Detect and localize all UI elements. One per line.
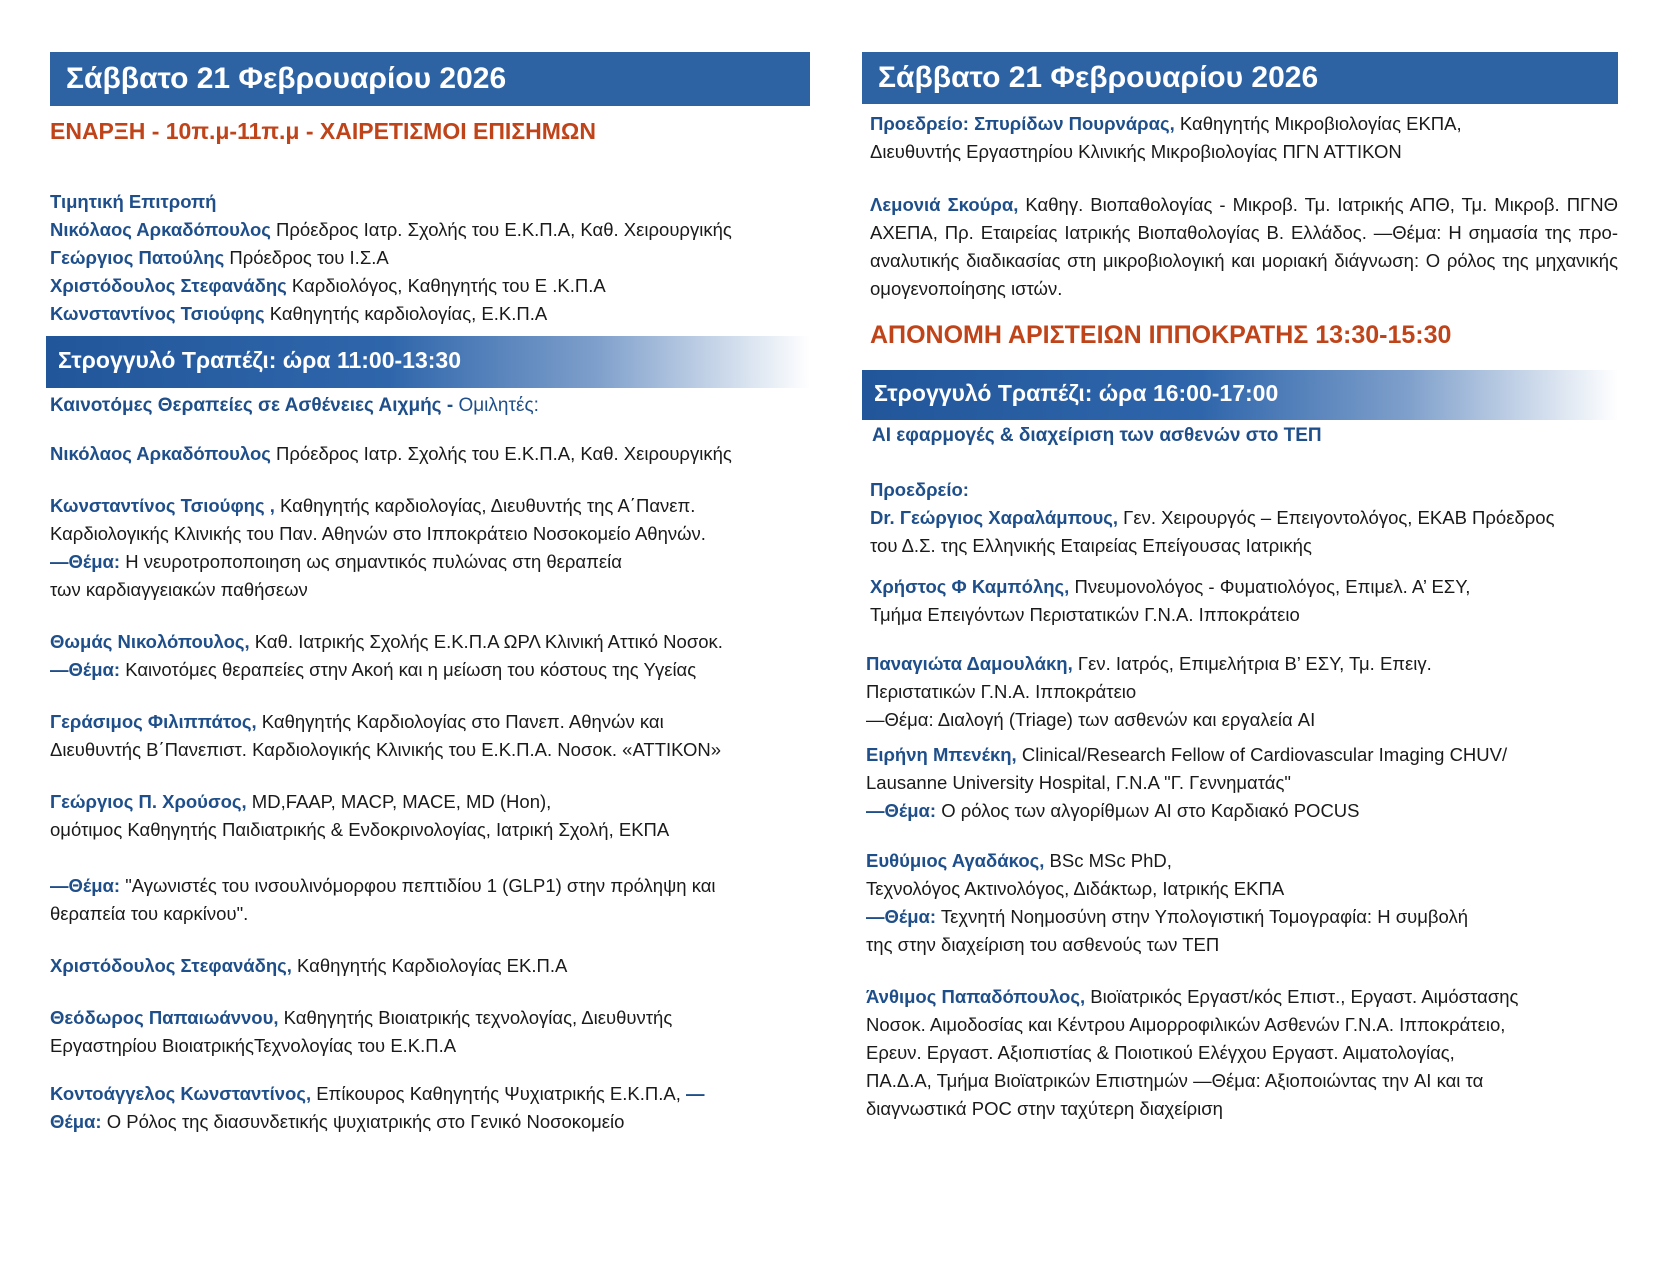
honorary-member: Κωνσταντίνος Τσιούφης Καθηγητής καρδιολογίας, Ε.Κ.Π.Α (50, 303, 548, 324)
honorary-member: Νικόλαος Αρκαδόπουλος Πρόεδρος Ιατρ. Σχολής του Ε.Κ.Π.Α, Καθ. Χειρουργικής (50, 219, 732, 240)
honorary-member: Χριστόδουλος Στεφανάδης Καρδιολόγος, Καθηγητής του Ε .Κ.Π.Α (50, 275, 606, 296)
roundtable-header: Στρογγυλό Τραπέζι: ώρα 11:00-13:30 (46, 336, 810, 388)
speaker-entry: Γεώργιος Π. Χρούσος, MD,FAAP, MACP, MACE, MD (Hon), ομότιμος Καθηγητής Παιδιατρικής & Ενδοκρινολογίας, Ιατρική Σχολή, ΕΚΠΑ (50, 791, 670, 840)
day-header: Σάββατο 21 Φεβρουαρίου 2026 (50, 52, 810, 106)
honorary-title: Τιμητική Επιτροπή (50, 191, 217, 212)
speaker-entry: Θωμάς Νικολόπουλος, Καθ. Ιατρικής Σχολής Ε.Κ.Π.Α ΩΡΛ Κλινική Αττικό Νοσοκ. —Θέμα: Καινοτόμες θεραπείες στην Ακοή και η μείωση του κόστους της Υγείας (50, 631, 723, 680)
honorary-committee (50, 188, 810, 328)
speaker-entry: Νικόλαος Αρκαδόπουλος Πρόεδρος Ιατρ. Σχολής του Ε.Κ.Π.Α, Καθ. Χειρουργικής (50, 443, 732, 464)
chair-entry: Προεδρείο: Σπυρίδων Πουρνάρας, Καθηγητής Μικροβιολογίας ΕΚΠΑ, Διευθυντής Εργαστηρίου Κλινικής Μικροβιολογίας ΠΓΝ ΑΤΤΙΚΟΝ (870, 113, 1462, 162)
speaker-entry: Θεόδωρος Παπαιωάννου, Καθηγητής Βιοιατρικής τεχνολογίας, Διευθυντής Εργαστηρίου ΒιοιατρικήςΤεχνολογίας του Ε.Κ.Π.Α (50, 1007, 673, 1056)
speaker-entry: Άνθιμος Παπαδόπουλος, Βιοϊατρικός Εργαστ/κός Επιστ., Εργαστ. Αιμόστασης Νοσοκ. Αιμοδοσίας και Κέντρου Αιμορροφιλικών Ασθενών Γ.Ν.Α. Ιπποκράτειο, Ερευν. Εργαστ. Αξιοπιστίας & Ποιοτικού Ελέγχου Εργαστ. Αιματολογίας, ΠΑ.Δ.Α, Τμήμα Βιοϊατρικών Επιστημών —Θέμα: Αξιοποιώντας την AI και τα διαγνωστικά POC στην ταχύτερη διαχείριση (866, 986, 1519, 1119)
speaker-entry: Λεμονιά Σκούρα, Καθηγ. Βιοπαθολογίας - Μικροβ. Τμ. Ιατρικής ΑΠΘ, Τμ. Μικροβ. ΠΓΝΘ ΑΧΕΠΑ, Πρ. Εταιρείας Ιατρικής Βιοπαθολογίας Β. Ελλάδος. —Θέμα: Η σημασία της προ-αναλυτικής διαδικασίας στη μικροβιολογική και μοριακή διάγνωση: Ο ρόλος της μηχανικής ομογενοποίησης ιστών. (870, 194, 1618, 299)
speaker-entry: Κωνσταντίνος Τσιούφης , Καθηγητής καρδιολογίας, Διευθυντής της Α΄Πανεπ. Καρδιολογικής Κλινικής του Παν. Αθηνών στο Ιπποκράτειο Νοσοκομείο Αθηνών. —Θέμα: Η νευροτροποποιηση ως σημαντικός πυλώνας στη θεραπεία των καρδιαγγειακών παθήσεων (50, 495, 706, 600)
speaker-theme: —Θέμα: "Αγωνιστές του ινσουλινόμορφου πεπτιδίου 1 (GLP1) στην πρόληψη και θεραπεία του καρκίνου". (50, 875, 716, 924)
speaker-entry: Κοντοάγγελος Κωνσταντίνος, Επίκουρος Καθηγητής Ψυχιατρικής Ε.Κ.Π.Α, — Θέμα: Ο Ρόλος της διασυνδετικής ψυχιατρικής στο Γενικό Νοσοκομείο (50, 1083, 705, 1132)
honorary-member: Γεώργιος Πατούλης Πρόεδρος του Ι.Σ.Α (50, 247, 389, 268)
speaker-entry: Χρήστος Φ Καμπόλης, Πνευμονολόγος - Φυματιολόγος, Επιμελ. Α’ ΕΣΥ, Τμήμα Επειγόντων Περιστατικών Γ.Ν.Α. Ιπποκράτειο (870, 576, 1471, 625)
chair-entry: Προεδρείο: Dr. Γεώργιος Χαραλάμπους, Γεν. Χειρουργός – Επειγοντολόγος, ΕΚΑΒ Πρόεδρος του Δ.Σ. της Ελληνικής Εταιρείας Επείγουσας Ιατρικής (870, 479, 1555, 556)
roundtable-topic: Καινοτόμες Θεραπείες σε Ασθένειες Αιχμής - Ομιλητές: (50, 395, 539, 416)
speaker-entry: Χριστόδουλος Στεφανάδης, Καθηγητής Καρδιολογίας ΕΚ.Π.Α (50, 955, 568, 976)
speaker-entry: Γεράσιμος Φιλιππάτος, Καθηγητής Καρδιολογίας στο Πανεπ. Αθηνών και Διευθυντής Β΄Πανεπιστ. Καρδιολογικής Κλινικής του Ε.Κ.Π.Α. Νοσοκ. «ΑΤΤΙΚΟΝ» (50, 711, 721, 760)
speaker-entry: Παναγιώτα Δαμουλάκη, Γεν. Ιατρός, Επιμελήτρια Β’ ΕΣΥ, Τμ. Επειγ. Περιστατικών Γ.Ν.Α. Ιπποκράτειο —Θέμα: Διαλογή (Triage) των ασθενών και εργαλεία AI (866, 653, 1432, 730)
awards-ceremony: ΑΠΟΝΟΜΗ ΑΡΙΣΤΕΙΩΝ ΙΠΠΟΚΡΑΤΗΣ 13:30-15:30 (870, 321, 1452, 349)
roundtable-header: Στρογγυλό Τραπέζι: ώρα 16:00-17:00 (862, 370, 1618, 420)
speaker-entry: Ευθύμιος Αγαδάκος, BSc MSc PhD, Τεχνολόγος Ακτινολόγος, Διδάκτωρ, Ιατρικής ΕΚΠΑ —Θέμα: Τεχνητή Νοημοσύνη στην Υπολογιστική Τομογραφία: Η συμβολή της στην διαχείριση του ασθενούς των ΤΕΠ (866, 850, 1469, 955)
speaker-entry: Ειρήνη Μπενέκη, Clinical/Research Fellow of Cardiovascular Imaging CHUV/ Lausanne University Hospital, Γ.Ν.Α "Γ. Γεννηματάς" —Θέμα: Ο ρόλος των αλγορίθμων AI στο Καρδιακό POCUS (866, 744, 1508, 821)
roundtable-topic: AI εφαρμογές & διαχείριση των ασθενών στο ΤΕΠ (872, 425, 1322, 446)
opening-session: ΕΝΑΡΞΗ - 10π.μ-11π.μ - ΧΑΙΡΕΤΙΣΜΟΙ ΕΠΙΣΗΜΩΝ (50, 118, 596, 144)
day-header: Σάββατο 21 Φεβρουαρίου 2026 (862, 52, 1618, 104)
